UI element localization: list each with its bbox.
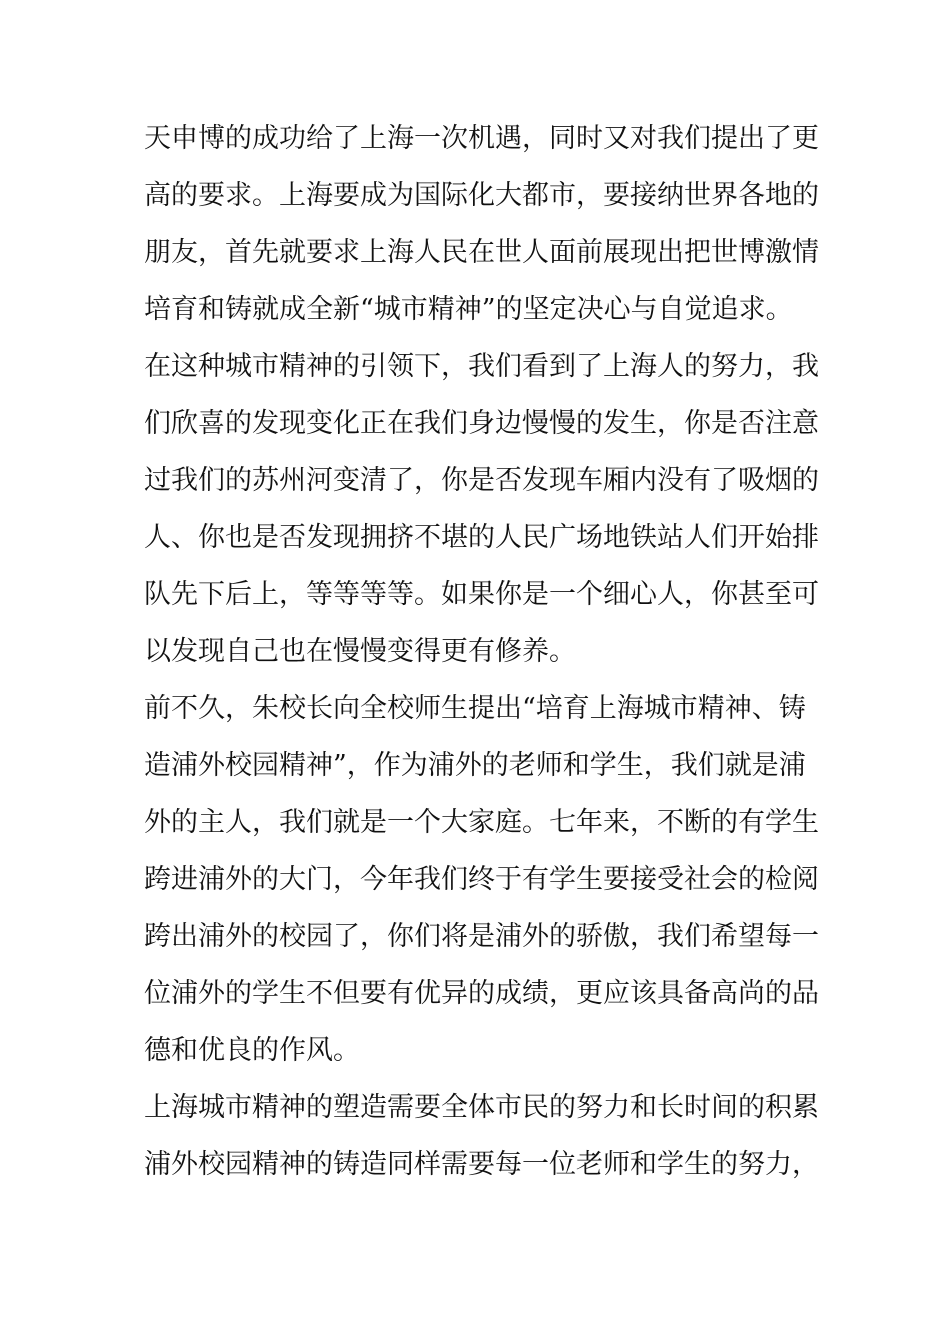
text-line: 德和优良的作风。 (144, 1035, 360, 1066)
text-line: 浦外校园精神的铸造同样需要每一位老师和学生的努力， (144, 1149, 819, 1180)
text-line: 队先下后上，等等等等。如果你是一个细心人，你甚至可 (144, 579, 819, 610)
text-line: 人、你也是否发现拥挤不堪的人民广场地铁站人们开始排 (144, 522, 819, 553)
text-line: 跨进浦外的大门，今年我们终于有学生要接受社会的检阅 (144, 864, 819, 895)
text-line: 跨出浦外的校园了，你们将是浦外的骄傲，我们希望每一 (144, 921, 819, 952)
text-line: 朋友，首先就要求上海人民在世人面前展现出把世博激情 (144, 237, 819, 268)
text-line: 位浦外的学生不但要有优异的成绩，更应该具备高尚的品 (144, 978, 819, 1009)
text-line: 培育和铸就成全新“城市精神”的坚定决心与自觉追求。 (144, 294, 793, 325)
text-line: 前不久，朱校长向全校师生提出“培育上海城市精神、铸 (144, 693, 806, 724)
text-line: 在这种城市精神的引领下，我们看到了上海人的努力，我 (144, 351, 819, 382)
text-line: 高的要求。上海要成为国际化大都市，要接纳世界各地的 (144, 180, 819, 211)
text-line: 以发现自己也在慢慢变得更有修养。 (144, 636, 576, 667)
text-line: 上海城市精神的塑造需要全体市民的努力和长时间的积累 (144, 1092, 819, 1123)
text-line: 们欣喜的发现变化正在我们身边慢慢的发生，你是否注意 (144, 408, 819, 439)
text-line: 天申博的成功给了上海一次机遇，同时又对我们提出了更 (144, 123, 819, 154)
text-line: 造浦外校园精神”，作为浦外的老师和学生，我们就是浦 (144, 750, 806, 781)
text-line: 过我们的苏州河变清了，你是否发现车厢内没有了吸烟的 (144, 465, 819, 496)
text-line: 外的主人，我们就是一个大家庭。七年来，不断的有学生 (144, 807, 819, 838)
